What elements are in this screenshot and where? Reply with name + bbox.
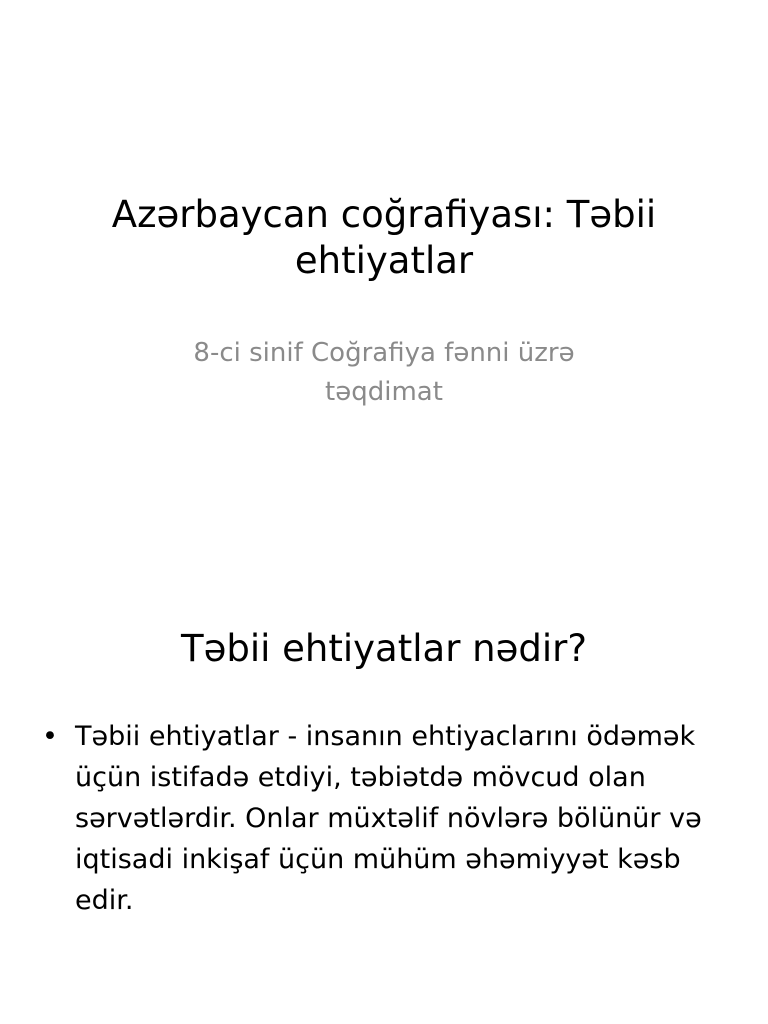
bullet-item — [40, 716, 740, 921]
bullet-marker: • — [42, 721, 58, 752]
section-heading: Təbii ehtiyatlar nədir? — [180, 627, 587, 670]
slide-subtitle: 8-ci sinif Coğrafiya fənni üzrə təqdimat — [193, 338, 575, 407]
bullet-list — [40, 716, 740, 921]
slide-title: Azərbaycan coğrafiyası: Təbii ehtiyatlar — [111, 193, 657, 282]
bullet-text: Təbii ehtiyatlar - insanın ehtiyaclarını ödəmək üçün istifadə etdiyi, təbiətdə mövcud olan sərvətlərdir. Onlar müxtəlif növlərə bölünür və iqtisadi inkişaf üçün mühüm əhəmiyyət kəsb edir. — [75, 721, 702, 916]
